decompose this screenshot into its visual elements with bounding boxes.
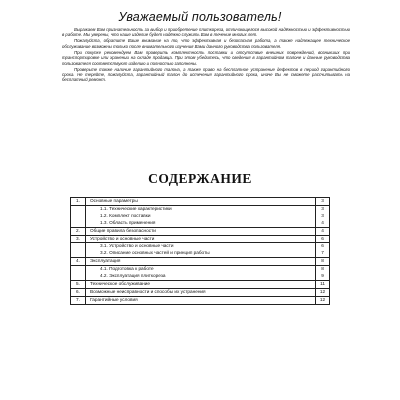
toc-table — [70, 197, 330, 305]
toc-page-number: 12 — [316, 296, 330, 304]
intro-text — [62, 27, 350, 84]
toc-entry-title: Гарантийные условия — [86, 296, 316, 304]
toc-row — [71, 250, 330, 257]
toc-page-number: 3 — [316, 198, 330, 206]
toc-number — [71, 273, 86, 280]
toc-entry-title: Техническое обслуживание — [86, 280, 316, 288]
toc-row — [71, 235, 330, 243]
toc-entry-title: 3.1. Устройство и основные части — [86, 243, 316, 250]
toc-entry-title: Возможные неисправности и способы их устранения — [86, 288, 316, 296]
toc-entry-title: Устройство и основные части — [86, 235, 316, 243]
toc-page-number: 8 — [316, 258, 330, 266]
toc-title: СОДЕРЖАНИЕ — [148, 171, 252, 186]
toc-entry-title: Основные параметры — [86, 198, 316, 206]
intro-paragraph: Проверьте также наличие гарантийного талона, а также право на бесплатное устранение дефектов в период гарантийного срока. Не теряйте, пожалуйста, гарантийный талон до истечения гарантийного срока, иначе Вы не сможете рассчитывать на бесплатный ремонт. — [62, 66, 350, 83]
toc-entry-title: 4.1. Подготовка к работе — [86, 266, 316, 273]
toc-row — [71, 258, 330, 266]
toc-number: 3. — [71, 235, 86, 243]
toc-entry-title: 1.2. Комплект поставки — [86, 213, 316, 220]
toc-page-number: 4 — [316, 220, 330, 227]
toc-row — [71, 280, 330, 288]
toc-number — [71, 220, 86, 227]
toc-number: 7. — [71, 296, 86, 304]
toc-number: 2. — [71, 227, 86, 235]
greeting-heading: Уважаемый пользователь! — [118, 10, 282, 24]
toc-entry-title: Общие правила безопасности — [86, 227, 316, 235]
toc-entry-title: 1.1. Технические характеристики — [86, 205, 316, 212]
toc-page-number: 11 — [316, 280, 330, 288]
toc-page-number: 8 — [316, 266, 330, 273]
toc-number — [71, 205, 86, 212]
toc-row — [71, 220, 330, 227]
toc-row — [71, 213, 330, 220]
toc-page-number: 7 — [316, 250, 330, 257]
toc-row — [71, 198, 330, 206]
toc-number — [71, 250, 86, 257]
toc-entry-title: 1.3. Область применения — [86, 220, 316, 227]
toc-number: 4. — [71, 258, 86, 266]
intro-paragraph: При покупке рекомендуем Вам проверить комплектность поставки и отсутствие внешних повреждений, возникших при транспортировке или хранении на складе продавца. При этом убедитесь, что сведения в гарантийном талоне и данные руководства пользователя соответствуют изделию и полностью заполнены. — [62, 49, 350, 66]
toc-page-number: 3 — [316, 213, 330, 220]
toc-page-number: 6 — [316, 243, 330, 250]
toc-page-number: 9 — [316, 273, 330, 280]
toc-entry-title: 3.2. Описание основных частей и принцип работы — [86, 250, 316, 257]
toc-number: 5. — [71, 280, 86, 288]
toc-number: 1. — [71, 198, 86, 206]
toc-number: 6. — [71, 288, 86, 296]
toc-number — [71, 266, 86, 273]
toc-page-number: 4 — [316, 227, 330, 235]
toc-page-number: 12 — [316, 288, 330, 296]
toc-row — [71, 243, 330, 250]
toc-page-number: 6 — [316, 235, 330, 243]
intro-paragraph: Пожалуйста, обратите Ваше внимание на то, что эффективная и безопасная работа, а также надлежащее техническое обслуживание возможны только после внимательного изучения Вами данного руководства пользователя. — [62, 38, 350, 49]
toc-entry-title: 4.2. Эксплуатация плиткореза — [86, 273, 316, 280]
toc-page-number: 3 — [316, 205, 330, 212]
toc-row — [71, 296, 330, 304]
intro-paragraph: Выражаем Вам признательность за выбор и приобретение плиткореза, отличающегося высокой надёжностью и эффективностью в работе. Мы уверены, что наше изделие будет надёжно служить Вам в течение многих лет. — [62, 27, 350, 38]
toc-row — [71, 273, 330, 280]
toc-body — [71, 198, 330, 305]
toc-entry-title: Эксплуатация — [86, 258, 316, 266]
toc-number — [71, 213, 86, 220]
toc-number — [71, 243, 86, 250]
toc-row — [71, 227, 330, 235]
toc-row — [71, 288, 330, 296]
toc-row — [71, 205, 330, 212]
toc-row — [71, 266, 330, 273]
